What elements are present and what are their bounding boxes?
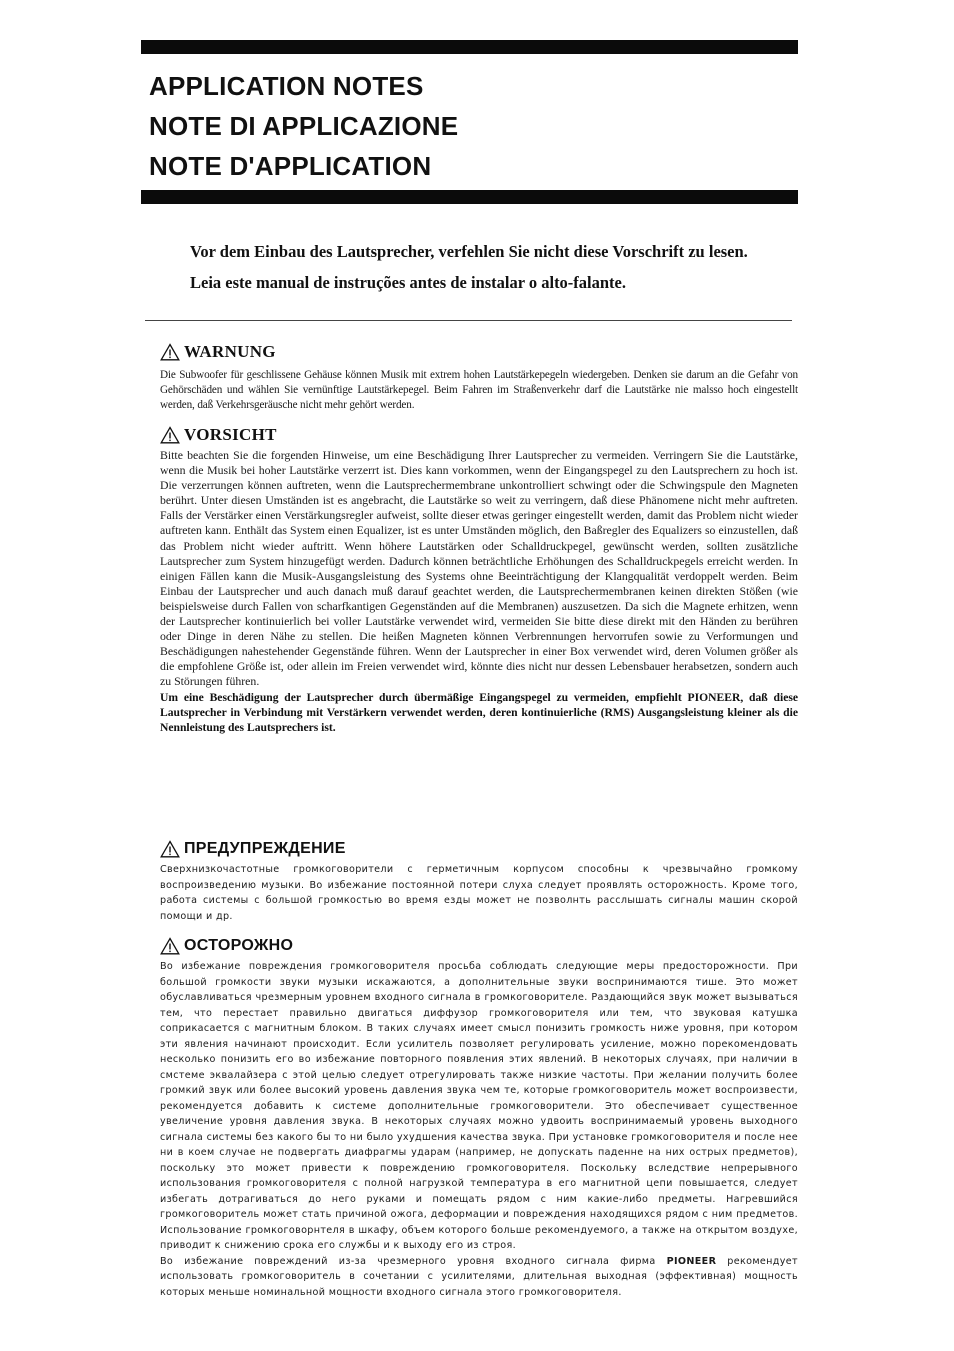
heading-text: ПРЕДУПРЕЖДЕНИЕ bbox=[184, 840, 346, 857]
section-text: Сверхнизкочастотные громкоговорители с герметичным корпусом способны к чрезвычайно громкому воспроизведению музыки. Во избежание постоянной потери слуха следует проявлять осторожность. Кроме того, работа системы с большой громкостью во время езды может не позволнть расслышать сигналы машин скорой помощи и др. bbox=[160, 864, 798, 922]
section-preduprezhdenie bbox=[160, 840, 798, 924]
section-heading bbox=[160, 342, 798, 362]
section-text: Во избежание повреждения громкоговорителя просьба соблюдать следующие меры предосторожности. При большой громкости звуки музыки искажаются, а дополнительные звуки воспринимаются тише. Это может обуславливаться чрезмерным уровнем входного сигнала в громкоговорителе. Раздающийся звук может вызываться тем, что перестает правильно двигаться диффузор громкоговорителя или тем, что звуковая катушка соприкасается с магнитным блоком. В таких случаях имеет смысл понизить громкость ниже уровня, при котором эти явления начинают происходит. Если усилитель позволяет регулировать усиление, можно порекомендовать несколько понизить его во избежание повторного появления этих явлений. В некоторых случаях, при наличии в смстеме эквалайзера с этой целью следует отрегулировать также низкие частоты. При желании получить более громкий звук или более высокий уровень давления звука чем те, которые громкоговоритель может воспроизвести, рекомендуется добавить к системе дополнительные громкоговорители. Это обеспечивает существенное увеличение уровня давления звука. В некоторых случаях можно удвоить воспринимаемый уровень выходного сигнала системы без какого бы то ни было ухудшения качества звука. При установке громкоговорителя и после нее ни в коем случае не подвергать диафрагмы ударам (например, не допускать паденне на них острых предметов), поскольку это может привести к повреждению громкоговорителя. Поскольку вследствие непрерывного использования громкоговорителя с полной нагрузкой температура в его магнитной цепи повышается, следует избегать дотрагиваться до него руками и помещать рядом с ним какие-либо предметы. Нагревшийся громкоговоритель может стать причиной ожога, деформации и повреждения находящихся рядом с ним предметов. Использование громкоговорнтеля в шкафу, объем которого больше рекомендуемого, а также на открытом воздухе, приводит к снижению срока его службы и к выходу его из строя. bbox=[160, 961, 798, 1251]
section-final-note bbox=[160, 1254, 798, 1301]
final-note-before: Во избежание повреждений из-за чрезмерного уровня входного сигнала фирма bbox=[160, 1255, 656, 1267]
section-ostorozhno bbox=[160, 937, 798, 1300]
final-note-after: рекомендует использовать громкоговоритель в сочетании с усилителями, длительная выходная (эффективная) мощность которых меньше номинальной мощности входного сигнала этого громкоговорителя. bbox=[160, 1255, 798, 1298]
section-warnung bbox=[160, 342, 798, 414]
heading-text: WARNUNG bbox=[184, 342, 276, 361]
bottom-black-bar bbox=[141, 190, 798, 204]
section-heading bbox=[160, 840, 798, 858]
intro-line-de: Vor dem Einbau des Lautsprecher, verfehlen Sie nicht diese Vorschrift zu lesen. bbox=[190, 242, 748, 261]
title-line-en: APPLICATION NOTES bbox=[149, 71, 424, 101]
title-line-fr: NOTE D'APPLICATION bbox=[149, 151, 432, 181]
title-block bbox=[149, 66, 458, 186]
intro-notice bbox=[190, 236, 890, 298]
section-bold-note: Um eine Beschädigung der Lautsprecher durch übermäßige Eingangspegel zu vermeiden, empfiehlt PIONEER, daß diese Lautsprecher in Verbindung mit Verstärkern verwendet werden, deren kontinuierliche (RMS) Ausgangsleistung kleiner als die Nennleistung des Lautsprechers ist. bbox=[160, 690, 798, 734]
top-black-bar bbox=[141, 40, 798, 54]
heading-text: VORSICHT bbox=[184, 425, 277, 444]
warning-triangle-icon bbox=[160, 840, 180, 858]
warning-triangle-icon bbox=[160, 426, 180, 444]
section-text: Bitte beachten Sie die forgenden Hinweise, um eine Beschädigung Ihrer Lautsprecher zu vermeiden. Verringern Sie die Lautstärke, wenn die Musik bei hoher Lautstärke verzerrt ist. Dies kann vorkommen, wenn der Eingangspegel zu den Lautsprechern zu hoch ist. Die verzerrungen können auftreten, wenn die Lautsprechermembrane unkontrolliert schwingt oder die Schwingspule den Magneten berührt. Unter diesen Umständen ist es angebracht, die Lautstärke so weit zu verringern, daß diese Phänomene nicht mehr auftreten. Falls der Verstärker einen Verstärkungsregler aufweist, sollte dieser etwas geringer eingestellt werden, damit das Problem nicht wieder auftreten kann. Enthält das System einen Equalizer, ist es unter Umständen möglich, den Baßregler des Equalizers so einzustellen, daß das Problem nicht wieder auftritt. Wenn höhere Lautstärken oder Schalldruckpegel, gewünscht werden, sollten zusätzliche Lautsprecher zum System hinzugefügt werden. Dadurch können beträchtliche Erhöhungen des Schalldruckpegels erreicht werden. In einigen Fällen kann die Musik-Ausgangsleistung des Systems ohne Beeinträchtigung der Klangqualität verdoppelt werden. Beim Einbau der Lautsprecher und auch danach muß darauf geachtet werden, die Lautsprechermembranen keinen direkten Stößen (wie beispielsweise durch Fallen von scharfkantigen Gegenständen auf die Membranen) auszusetzen. Da sich die Magnete erhitzen, wenn der Lautsprecher kontinuierlich bei voller Lautstärke verwendet wird, vermeiden Sie bitte diese direkt mit den Händen zu berühren oder Dinge in deren Nähe zu stellen. Die heißen Magneten können Verbrennungen hervorrufen sowie zu Verformungen und Beschädigungen nahestehender Gegenstände führen. Wenn der Lautsprecher in einer Box verwendet wird, deren Volumen größer als die empfohlene Größe ist, oder allein im Freien verwendet wird, könnte dies nicht nur dessen Lebensbauer herabsetzen, sondern auch zu Störungen führen. bbox=[160, 448, 798, 689]
intro-line-pt: Leia este manual de instruções antes de instalar o alto-falante. bbox=[190, 273, 627, 292]
brand-name: PIONEER bbox=[666, 1255, 717, 1267]
section-text: Die Subwoofer für geschlissene Gehäuse können Musik mit extrem hohen Lautstärkepegeln wiedergeben. Denken sie darum an die Gefahr von Gehörschäden und wählen Sie vernünftige Lautstärkepegel. Beim Fahren im Straßenverkehr darf die Lautstärke nie malsso hoch eingestellt werden, daß Verkehrsgeräusche nicht mehr gehört werden. bbox=[160, 369, 798, 412]
title-line-it: NOTE DI APPLICAZIONE bbox=[149, 111, 459, 141]
section-heading bbox=[160, 937, 798, 955]
warning-triangle-icon bbox=[160, 937, 180, 955]
section-vorsicht bbox=[160, 425, 798, 735]
warning-triangle-icon bbox=[160, 343, 180, 361]
horizontal-divider bbox=[145, 320, 792, 321]
section-heading bbox=[160, 425, 798, 445]
heading-text: ОСТОРОЖНО bbox=[184, 937, 294, 954]
